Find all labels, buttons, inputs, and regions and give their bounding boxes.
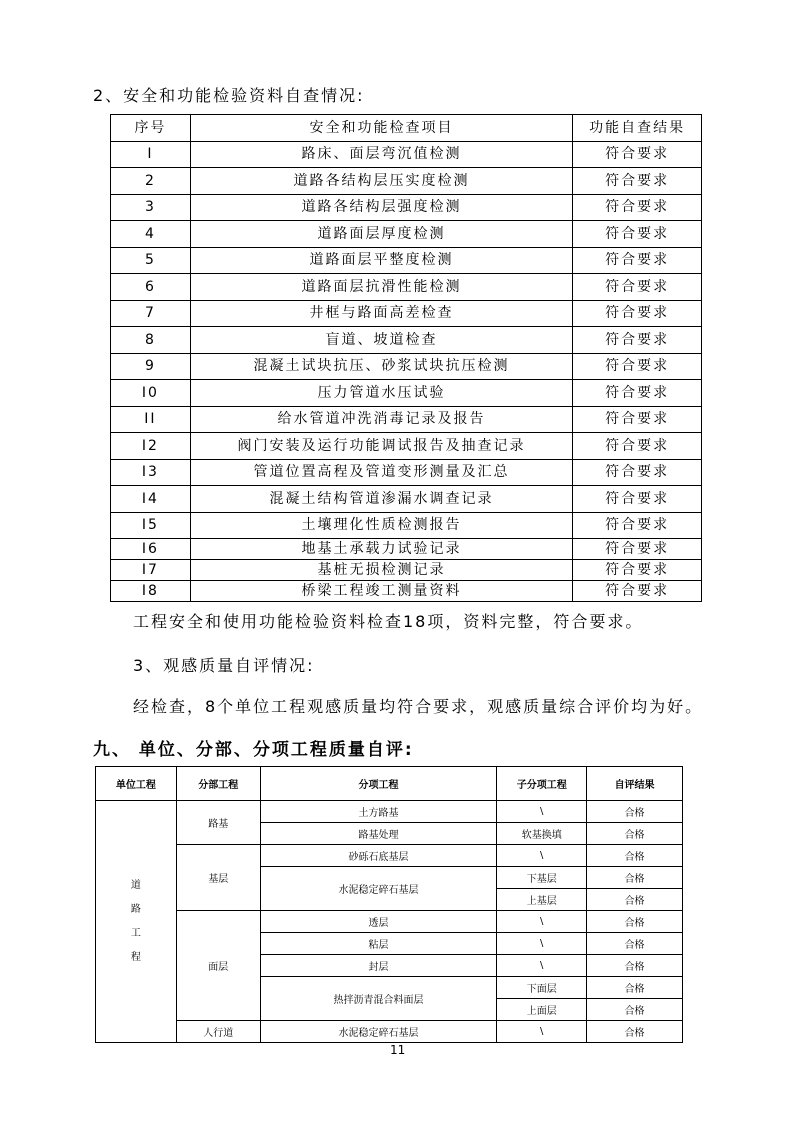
header-result: 自评结果 [587,767,683,801]
appearance-summary-paragraph: 经检查，8个单位工程观感质量均符合要求，观感质量综合评价均为好。 [133,697,704,716]
unit-char: 道 [130,879,141,891]
table-row [111,194,702,221]
row-number-cell: I2 [111,433,191,460]
header-division: 分部工程 [176,767,260,801]
section-3-heading: 3、观感质量自评情况: [133,656,315,675]
row-number-cell: 8 [111,327,191,354]
subitem-cell: \ [497,845,587,867]
check-item-cell: 压力管道水压试验 [190,380,572,407]
header-subitem: 子分项工程 [497,767,587,801]
table-row [111,539,702,560]
row-number-cell: 7 [111,300,191,327]
safety-function-table [110,114,702,602]
check-item-cell: 混凝土试块抗压、砂浆试块抗压检测 [190,353,572,380]
table-header-row [111,115,702,142]
subitem-cell: \ [497,933,587,955]
header-item: 安全和功能检查项目 [190,115,572,142]
result-cell: 符合要求 [573,247,702,274]
check-item-cell: 道路面层抗滑性能检测 [190,274,572,301]
check-item-cell: 桥梁工程竣工测量资料 [190,581,572,602]
check-item-cell: 管道位置高程及管道变形测量及汇总 [190,459,572,486]
row-number-cell: II [111,406,191,433]
result-cell: 符合要求 [573,353,702,380]
table-row [96,1021,683,1043]
table-row [111,560,702,581]
check-item-cell: 土壤理化性质检测报告 [190,512,572,539]
result-cell: 符合要求 [573,539,702,560]
row-number-cell: 9 [111,353,191,380]
check-item-cell: 阀门安装及运行功能调试报告及抽查记录 [190,433,572,460]
result-cell: 符合要求 [573,459,702,486]
table-row [111,327,702,354]
result-cell: 合格 [587,889,683,911]
item-cell: 砂砾石底基层 [260,845,497,867]
table-row [111,247,702,274]
subitem-cell: 软基换填 [497,823,587,845]
table-row [111,300,702,327]
row-number-cell: 2 [111,168,191,195]
header-item: 分项工程 [260,767,497,801]
result-cell: 合格 [587,999,683,1021]
check-item-cell: 道路面层厚度检测 [190,221,572,248]
table-header-row [96,767,683,801]
result-cell: 符合要求 [573,141,702,168]
check-item-cell: 地基土承载力试验记录 [190,539,572,560]
check-item-cell: 道路面层平整度检测 [190,247,572,274]
check-item-cell: 盲道、坡道检查 [190,327,572,354]
result-cell: 符合要求 [573,327,702,354]
row-number-cell: I3 [111,459,191,486]
table-row [111,380,702,407]
unit-road-cell [96,801,177,1043]
table-row [96,911,683,933]
result-cell: 符合要求 [573,194,702,221]
result-cell: 合格 [587,955,683,977]
table-row [111,433,702,460]
table-row [111,459,702,486]
table-row [111,221,702,248]
subitem-cell: \ [497,955,587,977]
row-number-cell: I6 [111,539,191,560]
row-number-cell: I [111,141,191,168]
result-cell: 合格 [587,823,683,845]
result-cell: 符合要求 [573,560,702,581]
result-cell: 合格 [587,933,683,955]
subitem-cell: 上面层 [497,999,587,1021]
quality-evaluation-table [95,766,683,1043]
result-cell: 符合要求 [573,221,702,248]
result-cell: 符合要求 [573,300,702,327]
row-number-cell: 5 [111,247,191,274]
item-cell: 水泥稳定碎石基层 [260,867,497,911]
item-cell: 土方路基 [260,801,497,823]
row-number-cell: 4 [111,221,191,248]
result-cell: 合格 [587,977,683,999]
row-number-cell: I5 [111,512,191,539]
result-cell: 合格 [587,801,683,823]
row-number-cell: I4 [111,486,191,513]
check-item-cell: 道路各结构层强度检测 [190,194,572,221]
unit-char: 程 [130,951,141,963]
safety-summary-paragraph: 工程安全和使用功能检验资料检查18项，资料完整，符合要求。 [133,612,644,631]
table-row [111,141,702,168]
table-row [111,406,702,433]
unit-char: 路 [130,903,141,915]
item-cell: 粘层 [260,933,497,955]
row-number-cell: I0 [111,380,191,407]
item-cell: 热拌沥青混合料面层 [260,977,497,1021]
division-cell: 人行道 [176,1021,260,1043]
table-row [111,512,702,539]
item-cell: 水泥稳定碎石基层 [260,1021,497,1043]
subitem-cell: 下基层 [497,867,587,889]
result-cell: 符合要求 [573,486,702,513]
table-row [111,581,702,602]
result-cell: 合格 [587,845,683,867]
result-cell: 符合要求 [573,581,702,602]
check-item-cell: 路床、面层弯沉值检测 [190,141,572,168]
item-cell: 封层 [260,955,497,977]
row-number-cell: 6 [111,274,191,301]
check-item-cell: 井框与路面高差检查 [190,300,572,327]
page-number: 11 [390,1043,406,1057]
section-9-heading: 九、 单位、分部、分项工程质量自评: [93,740,414,760]
subitem-cell: \ [497,911,587,933]
result-cell: 合格 [587,1021,683,1043]
table-row [111,168,702,195]
unit-char: 工 [130,927,141,939]
division-cell: 面层 [176,911,260,1021]
header-unit: 单位工程 [96,767,177,801]
division-cell: 基层 [176,845,260,911]
result-cell: 符合要求 [573,512,702,539]
result-cell: 符合要求 [573,274,702,301]
row-number-cell: 3 [111,194,191,221]
table-row [111,274,702,301]
subitem-cell: 下面层 [497,977,587,999]
result-cell: 符合要求 [573,380,702,407]
item-cell: 透层 [260,911,497,933]
header-no: 序号 [111,115,191,142]
check-item-cell: 基桩无损检测记录 [190,560,572,581]
check-item-cell: 道路各结构层压实度检测 [190,168,572,195]
result-cell: 合格 [587,867,683,889]
result-cell: 符合要求 [573,168,702,195]
row-number-cell: I8 [111,581,191,602]
division-cell: 路基 [176,801,260,845]
result-cell: 符合要求 [573,406,702,433]
table-row [111,486,702,513]
subitem-cell: 上基层 [497,889,587,911]
table-row [96,845,683,867]
row-number-cell: I7 [111,560,191,581]
subitem-cell: \ [497,801,587,823]
result-cell: 合格 [587,911,683,933]
subitem-cell: \ [497,1021,587,1043]
table-row [96,801,683,823]
section-2-heading: 2、安全和功能检验资料自查情况: [93,86,365,105]
check-item-cell: 给水管道冲洗消毒记录及报告 [190,406,572,433]
table-row [111,353,702,380]
header-result: 功能自查结果 [573,115,702,142]
check-item-cell: 混凝土结构管道渗漏水调查记录 [190,486,572,513]
result-cell: 符合要求 [573,433,702,460]
item-cell: 路基处理 [260,823,497,845]
